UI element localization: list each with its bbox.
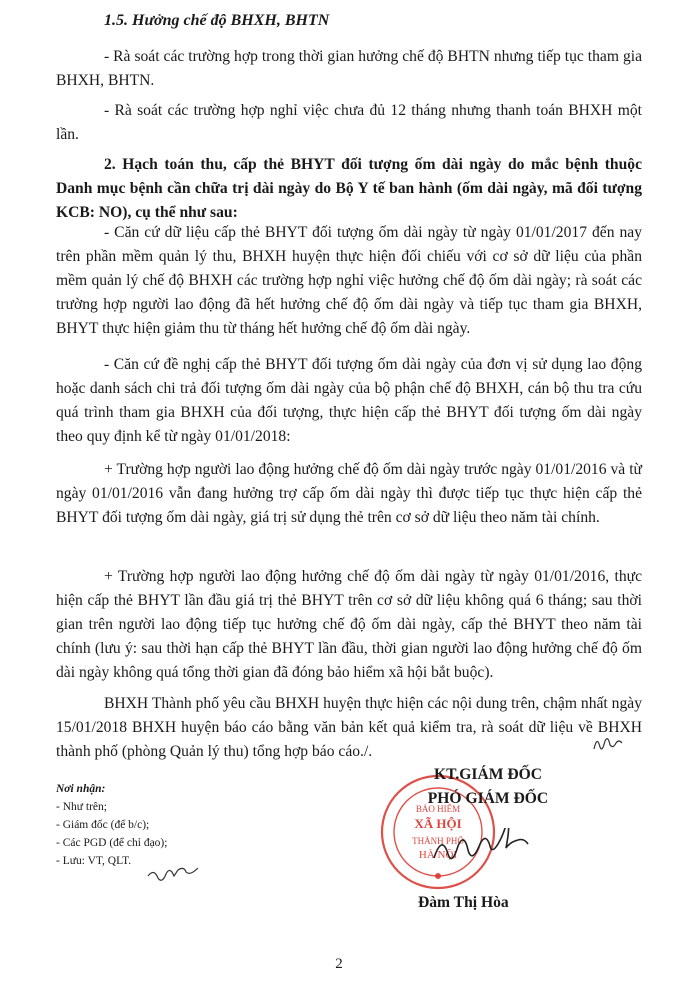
- section-2-title: 2. Hạch toán thu, cấp thẻ BHYT đối tượng ốm dài ngày do mắc bệnh thuộc Danh mục bệnh cần chữa trị dài ngày do Bộ Y tế ban hành (ốm dài ngày, mã đối tượng KCB: NO), cụ thể như sau:: [56, 156, 642, 221]
- section-1-5-paragraph-2: - Rà soát các trường hợp nghỉ việc chưa đủ 12 tháng nhưng thanh toán BHXH một lần.: [56, 102, 642, 143]
- seal-text-line-2: XÃ HỘI: [414, 816, 462, 831]
- seal-text-line-4: HÀ NỘI: [418, 849, 458, 861]
- recipients-block: [56, 780, 167, 870]
- recipient-item: - Các PGD (để chỉ đạo);: [56, 837, 168, 849]
- signature-title-2: PHÓ GIÁM ĐỐC: [427, 790, 549, 807]
- signature-title-1: KT.GIÁM ĐỐC: [434, 766, 542, 783]
- seal-text-line-1: BẢO HIỂM: [415, 804, 461, 814]
- recipient-item: - Giám đốc (để b/c);: [56, 819, 150, 831]
- section-2-paragraph-2: - Căn cứ đề nghị cấp thẻ BHYT đối tượng ốm dài ngày của đơn vị sử dụng lao động hoặc danh sách chi trả đối tượng ốm dài ngày của bộ phận chế độ BHXH, cán bộ thu tra cứu quá trình tham gia BHXH của đối tượng, thực hiện cấp thẻ BHYT đối tượng ốm dài ngày theo quy định kể từ ngày 01/01/2018:: [56, 356, 642, 445]
- section-2-paragraph-3: + Trường hợp người lao động hưởng chế độ ốm dài ngày trước ngày 01/01/2016 và từ ngày 01/01/2016 vẫn đang hưởng trợ cấp ốm dài ngày thì được tiếp tục thực hiện cấp thẻ BHYT đối tượng ốm dài ngày, giá trị sử dụng thẻ trên cơ sở dữ liệu theo năm tài chính.: [56, 461, 642, 526]
- seal-text-line-3: THÀNH PHỐ: [412, 836, 464, 846]
- section-1-5-paragraph-1: - Rà soát các trường hợp trong thời gian hưởng chế độ BHTN nhưng tiếp tục tham gia BHXH, BHTN.: [56, 48, 642, 89]
- closing-initials-mark: [592, 733, 626, 755]
- page-number: 2: [335, 956, 343, 972]
- section-2-paragraph-1: - Căn cứ dữ liệu cấp thẻ BHYT đối tượng ốm dài ngày từ ngày 01/01/2017 đến nay trên phần mềm quản lý thu, BHXH huyện thực hiện đối chiếu với cơ sở dữ liệu của phần mềm quản lý chế độ BHXH các trường hợp nghỉ việc hưởng chế độ ốm dài ngày; rà soát các trường hợp người lao động đã hết hưởng chế độ ốm dài ngày và tiếp tục tham gia BHXH, BHYT thực hiện giảm thu từ tháng hết hưởng chế độ ốm dài ngày.: [56, 224, 642, 337]
- initials-mark: [146, 862, 206, 884]
- section-2-paragraph-4: + Trường hợp người lao động hưởng chế độ ốm dài ngày từ ngày 01/01/2016, thực hiện cấp thẻ BHYT lần đầu giá trị thẻ BHYT trên cơ sở dữ liệu không quá 6 tháng; sau thời gian trên người lao động tiếp tục hưởng chế độ ốm dài ngày, cấp thẻ BHYT theo năm tài chính (lưu ý: sau thời hạn cấp thẻ BHYT lần đầu, thời gian người lao động hưởng chế độ ốm dài ngày không quá tổng thời gian đã đóng bảo hiểm xã hội bắt buộc).: [56, 568, 642, 681]
- handwritten-signature: [428, 828, 538, 874]
- recipient-item: - Như trên;: [56, 801, 107, 813]
- section-1-5-title: 1.5. Hưởng chế độ BHXH, BHTN: [104, 12, 330, 29]
- recipient-item: - Lưu: VT, QLT.: [56, 855, 132, 867]
- closing-paragraph: BHXH Thành phố yêu cầu BHXH huyện thực hiện các nội dung trên, chậm nhất ngày 15/01/2018 BHXH huyện báo cáo bằng văn bản kết quả kiểm tra, rà soát dữ liệu về BHXH thành phố (phòng Quản lý thu) tổng hợp báo cáo./.: [56, 695, 642, 760]
- signer-name: Đàm Thị Hòa: [418, 894, 509, 911]
- recipients-title: Nơi nhận:: [56, 783, 106, 795]
